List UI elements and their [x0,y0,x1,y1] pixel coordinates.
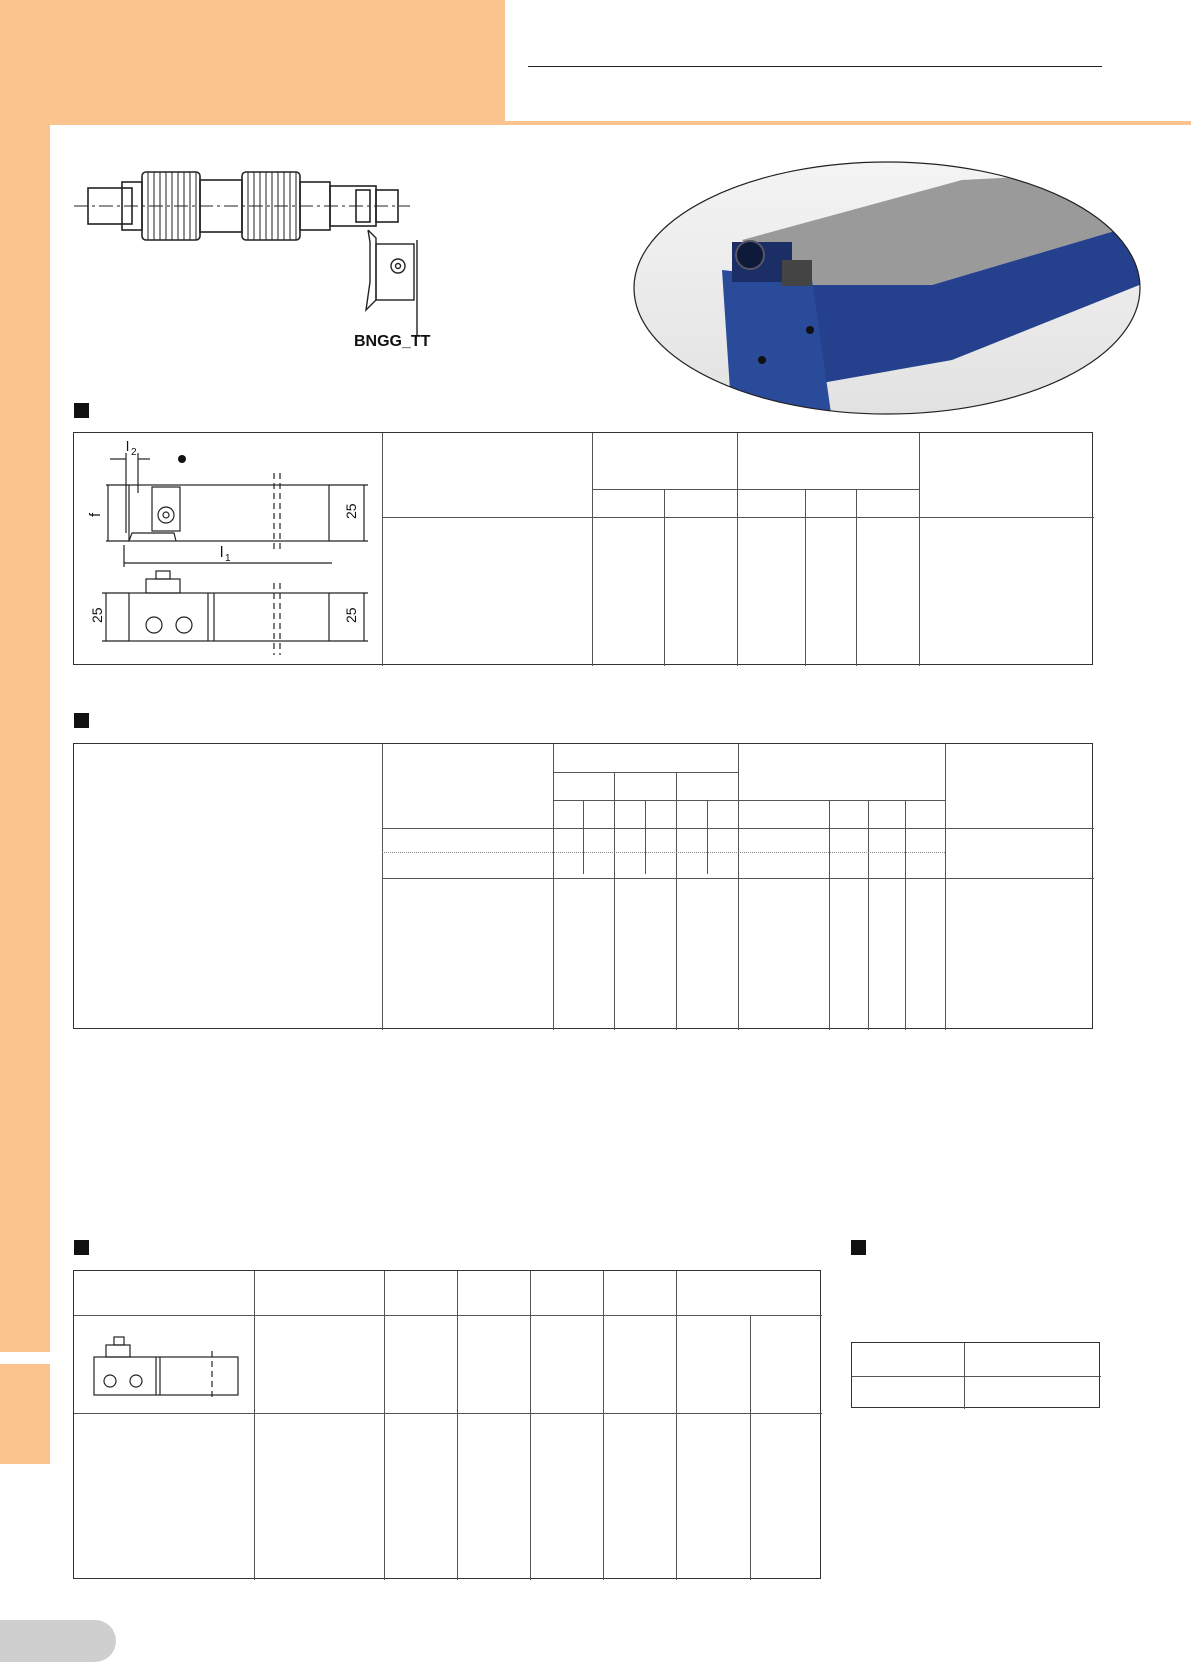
dim-f: f [87,512,104,517]
spare-part-thumbnail [86,1331,246,1401]
side-tab[interactable] [0,1364,50,1464]
section-bullet-2 [74,713,89,728]
side-band [0,125,50,1352]
dim-l2: l [126,438,130,454]
spare-parts-table [73,1270,821,1579]
holder-dimension-drawing [74,433,382,666]
title-underline [528,66,1102,67]
product-photo [632,160,1142,416]
dim-l1-sub: 1 [225,553,231,564]
torque-table [851,1342,1100,1408]
insert-label: BNGG_TT [354,333,431,350]
dim-h-side: 25 [343,607,359,623]
page-number-tab [0,1620,116,1662]
section-bullet-4 [851,1240,866,1255]
insert-table [73,743,1093,1029]
holder-table [73,432,1093,665]
cutting-direction-dot-icon [178,455,186,463]
dim-l2-sub: 2 [131,447,137,458]
header-rule [505,121,1191,125]
header-band [0,0,505,125]
dim-h-top: 25 [343,503,359,519]
dim-b-side: 25 [89,607,105,623]
dim-l1: l [220,544,224,561]
section-bullet-3 [74,1240,89,1255]
holder-assembly-drawing [70,160,470,370]
section-bullet-1 [74,403,89,418]
